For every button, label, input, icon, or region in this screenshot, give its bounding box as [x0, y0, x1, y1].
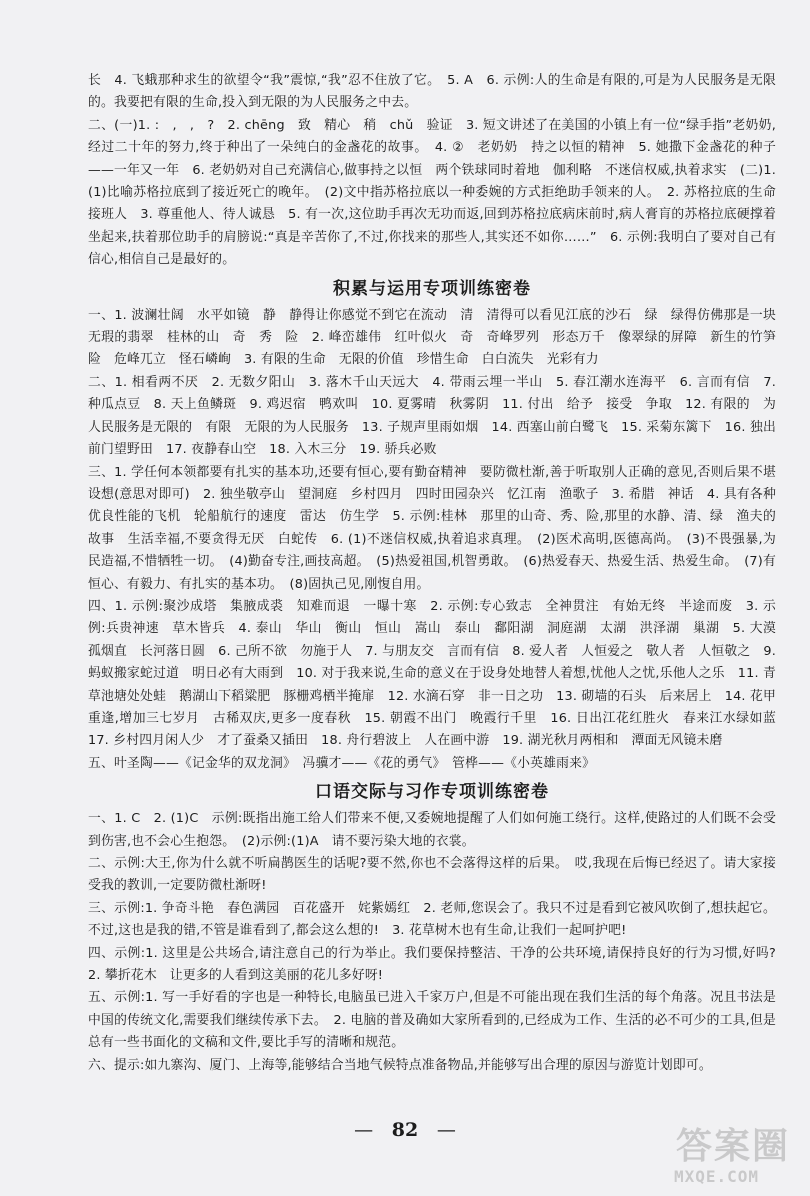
answer-para-6: 四、1. 示例:聚沙成塔 集腋成裘 知难而退 一曝十寒 2. 示例:专心致志 全神贯注 有始无终 半途而废 3. 示例:兵贵神速 草木皆兵 4. 泰山 华山 衡山 恒山 嵩山 泰山 鄱阳湖 洞庭湖 太湖 洪泽湖 巢湖 5. 大漠孤烟直 长河落日圆 6. 己所不欲 勿施于人 7. 与朋友交 言而有信 8. 爱人者 人恒爱之 敬人者 人恒敬之 9. 蚂蚁搬家蛇过道 明日必有大雨到 10. 对于我来说,生命的意义在于设身处地替人着想,忧他人之忧,乐他人之乐 11. 青草池塘处处蛙 鹅湖山下稻粱肥 豚栅鸡栖半掩扉 12. 水滴石穿 非一日之功 13. 砌墙的石头 后来居上 14. 花甲重逢,增加三七岁月 古稀双庆,更多一度春秋 15. 朝霞不出门 晚霞行千里 16. 日出江花红胜火 春来江水绿如蓝 17. 乡村四月闲人少 才了蚕桑又插田 18. 舟行碧波上 人在画中游 19. 湖光秋月两相和 潭面无风镜未磨: [88, 598, 789, 749]
answer-para-4: 二、1. 相看两不厌 2. 无数夕阳山 3. 落木千山天远大 4. 带雨云埋一半山 5. 春江潮水连海平 6. 言而有信 7. 种瓜点豆 8. 天上鱼鳞斑 9. 鸡迟宿 鸭欢叫 10. 夏雾晴 秋雾阴 11. 付出 给予 接受 争取 12. 有限的 为人民服务是无限的 有限 无限的为人民服务 13. 子规声里雨如烟 14. 西塞山前白鹭飞 15. 采菊东篱下 16. 独出前门望野田 17. 夜静春山空 18. 入木三分 19. 骄兵必败: [88, 374, 776, 458]
answer-para-5: 三、1. 学任何本领都要有扎实的基本功,还要有恒心,要有勤奋精神 要防微杜渐,善于听取别人正确的意见,否则后果不堪设想(意思对即可) 2. 独坐敬亭山 望洞庭 乡村四月 四时田园杂兴 忆江南 渔歌子 3. 希腊 神话 4. 具有各种优良性能的飞机 轮船航行的速度 雷达 仿生学 5. 示例:桂林 那里的山奇、秀、险,那里的水静、清、绿 渔夫的故事 生活幸福,不要贪得无厌 白蛇传 6. (1)不迷信权威,执着追求真理。 (2)医术高明,医德高尚。 (3)不畏强暴,为民造福,不惜牺牲一切。 (4)勤奋专注,画技高超。 (5)热爱祖国,机智勇敢。 (6)热爱春天、热爱生活、热爱生命。 (7)有恒心、有毅力、有扎实的基本功。 (8)固执己见,刚愎自用。: [88, 464, 776, 592]
answer-para-2: 二、(一)1. : , , ? 2. chēng 致 精心 稍 chǔ 验证 3. 短文讲述了在美国的小镇上有一位“绿手指”老奶奶,经过二十年的努力,终于种出了一朵纯白的金盏花的故事。 4. ② 老奶奶 持之以恒的精神 5. 她撒下金盏花的种子——一年又一年 6. 老奶奶对自己充满信心,做事持之以恒 两个铁球同时着地 伽利略 不迷信权威,执着求实 (二)1. (1)比喻苏格拉底到了接近死亡的晚年。 (2)文中指苏格拉底以一种委婉的方式拒绝助手领来的人。 2. 苏格拉底的生命 接班人 3. 尊重他人、待人诚恳 5. 有一次,这位助手再次无功而返,回到苏格拉底病床前时,病人膏肓的苏格拉底硬撑着坐起来,扶着那位助手的肩膀说:“真是辛苦你了,不过,你找来的那些人,其实还不如你……” 6. 示例:我明白了要对自己有信心,相信自己是最好的。: [88, 117, 789, 268]
answer-para-3: 一、1. 波澜壮阔 水平如镜 静 静得让你感觉不到它在流动 清 清得可以看见江底的沙石 绿 绿得仿佛那是一块无瑕的翡翠 桂林的山 奇 秀 险 2. 峰峦雄伟 红叶似火 奇 奇峰罗列 形态万千 像翠绿的屏障 新生的竹笋 险 危峰兀立 怪石嶙峋 3. 有限的生命 无限的价值 珍惜生命 白白流失 光彩有力: [88, 307, 789, 368]
footer-dash-right: —: [436, 1119, 456, 1141]
answer-para-1: 长 4. 飞蛾那种求生的欲望令“我”震惊,“我”忍不住放了它。 5. A 6. 示例:人的生命是有限的,可是为人民服务是无限的。我要把有限的生命,投入到无限的为人民服务之中去。: [88, 73, 776, 111]
answer-para-13: 六、提示:如九寨沟、厦门、上海等,能够结合当地气候特点准备物品,并能够写出合理的原因与游览计划即可。: [88, 1057, 712, 1073]
answer-content: [88, 70, 789, 1077]
answer-para-12: 五、示例:1. 写一手好看的字也是一种特长,电脑虽已进入千家万户,但是不可能出现在我们生活的每个角落。况且书法是中国的传统文化,需要我们继续传承下去。 2. 电脑的普及确如大家所看到的,已经成为工作、生活的必不可少的工具,但是总有一些书面化的文稿和文件,要比手写的清晰和规范。: [88, 990, 776, 1051]
watermark-logo: [670, 1118, 800, 1188]
section-title-accumulation: 积累与运用专项训练密卷: [333, 278, 531, 299]
footer-dash-left: —: [354, 1119, 374, 1141]
page-number: 82: [391, 1119, 419, 1141]
watermark-sub-text: MXQE.COM: [674, 1167, 760, 1186]
answer-para-10: 三、示例:1. 争奇斗艳 春色满园 百花盛开 姹紫嫣红 2. 老师,您误会了。我只不过是看到它被风吹倒了,想扶起它。不过,这也是我的错,不管是谁看到了,都会这么想的! 3. 花草树木也有生命,让我们一起呵护吧!: [88, 900, 776, 939]
section-title-oral-writing: 口语交际与习作专项训练密卷: [315, 782, 549, 803]
watermark-main-text: 答案圈: [676, 1126, 791, 1167]
answer-para-11: 四、示例:1. 这里是公共场合,请注意自己的行为举止。我们要保持整洁、干净的公共环境,请保持良好的行为习惯,好吗? 2. 攀折花木 让更多的人看到这美丽的花儿多好呀!: [88, 945, 789, 984]
answer-para-8: 一、1. C 2. (1)C 示例:既指出施工给人们带来不便,又委婉地提醒了人们如何施工绕行。这样,使路过的人们既不会受到伤害,也不会心生抱怨。 (2)示例:(1)A 请不要污染大地的衣裳。: [88, 811, 776, 849]
answer-para-9: 二、示例:大王,你为什么就不听扁鹊医生的话呢?要不然,你也不会落得这样的后果。 哎,我现在后悔已经迟了。请大家接受我的教训,一定要防微杜渐呀!: [88, 856, 776, 894]
answer-para-7: 五、叶圣陶——《记金华的双龙洞》 冯骥才——《花的勇气》 管桦——《小英雄雨来》: [88, 755, 596, 771]
